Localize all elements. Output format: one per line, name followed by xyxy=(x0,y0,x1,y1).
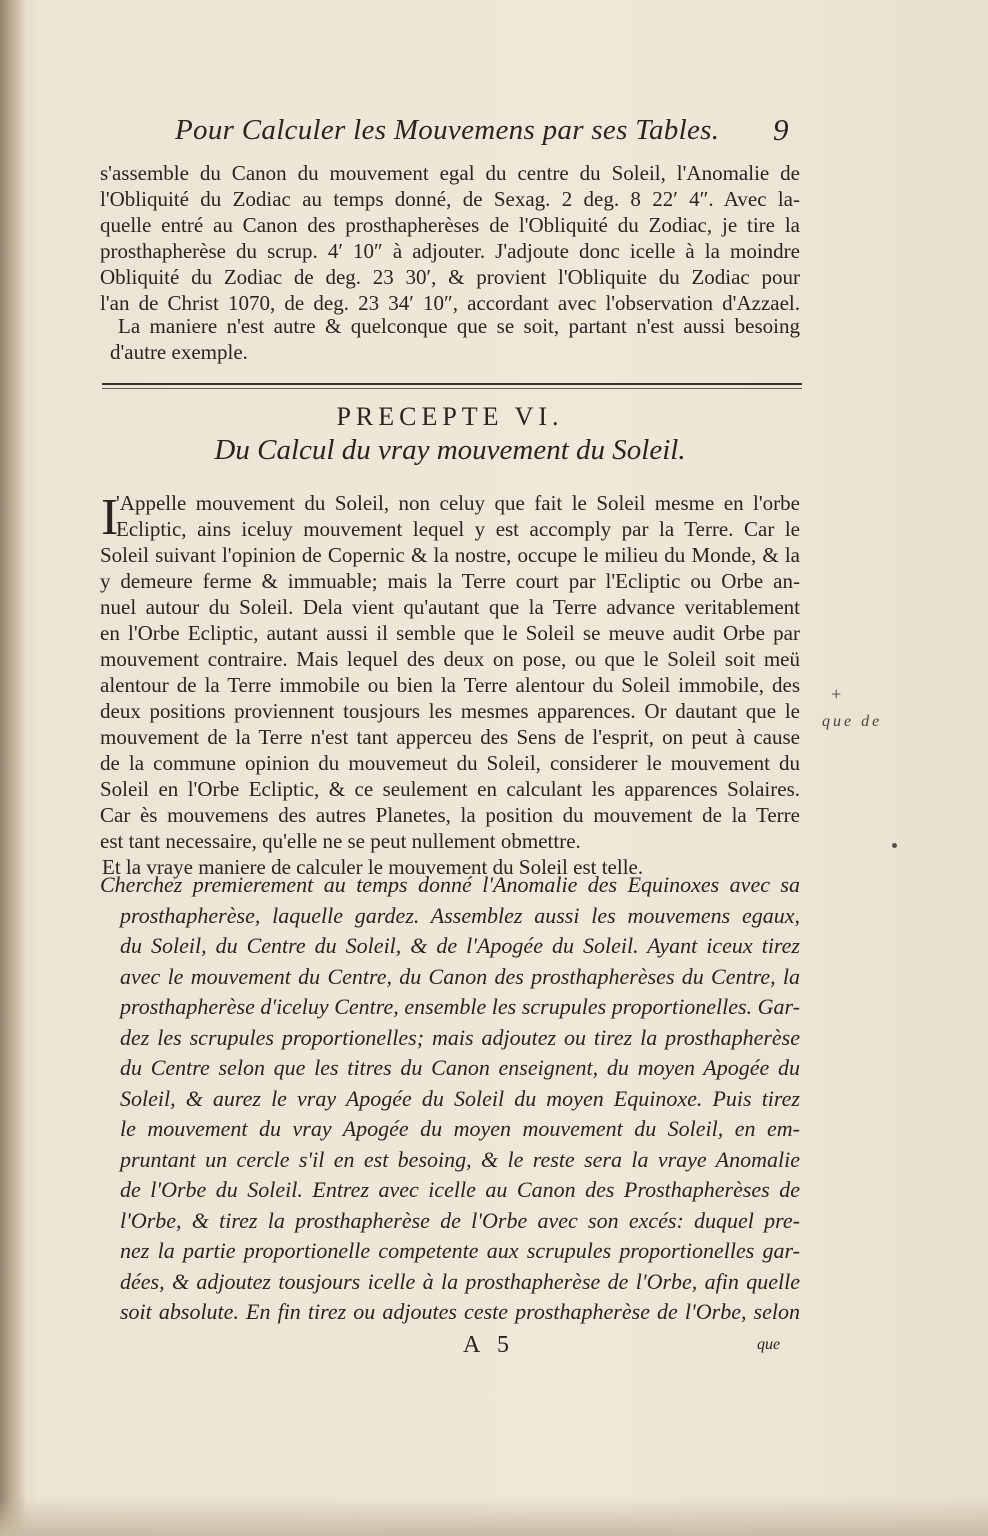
text-line: Soleil en l'Orbe Ecliptic, & ce seulement en calculant les apparences Solaires. xyxy=(100,777,800,801)
text-line: l'an de Christ 1070, de deg. 23 34′ 10″, accordant avec l'observation d'Azzael. xyxy=(100,291,800,315)
text-line: nuel autour du Soleil. Dela vient qu'autant que la Terre advance veritablement xyxy=(100,595,800,619)
text-line: quelle entré au Canon des prosthapherèses de l'Obliquité du Zodiac, je tire la xyxy=(100,213,800,237)
italic-line: le mouvement du vray Apogée du moyen mouvement du Soleil, en em- xyxy=(120,1116,800,1141)
precept-subtitle: Du Calcul du vray mouvement du Soleil. xyxy=(214,434,686,466)
precept-title: PRECEPTE VI. xyxy=(336,402,564,431)
text-line: mouvement contraire. Mais lequel des deux on pose, ou que le Soleil soit meü xyxy=(100,647,800,671)
italic-line: l'Orbe, & tirez la prosthapherèse de l'Orbe avec son excés: duquel pre- xyxy=(120,1207,800,1233)
italic-line: dez les scrupules proportionelles; mais adjoutez ou tirez la prosthapherèse xyxy=(120,1024,800,1050)
italic-line: dées, & adjoutez tousjours icelle à la prosthapherèse de l'Orbe, afin quelle xyxy=(120,1268,800,1294)
text-line: Ecliptic, ains iceluy mouvement lequel y est accomply par la Terre. Car le xyxy=(116,517,800,541)
italic-line: nez la partie proportionelle competente aux scrupules proportionelles gar- xyxy=(120,1238,800,1263)
italic-line: de l'Orbe du Soleil. Entrez avec icelle au Canon des Prosthapherèses de xyxy=(120,1177,800,1202)
text-line: est tant necessaire, qu'elle ne se peut nullement obmettre. xyxy=(100,829,581,853)
text-line: y demeure ferme & immuable; mais la Terre court par l'Ecliptic ou Orbe an- xyxy=(100,569,800,593)
margin-note-plus: + xyxy=(830,684,843,704)
text-line: en l'Orbe Ecliptic, autant aussi il semble que le Soleil se meuve audit Orbe par xyxy=(100,621,800,645)
italic-line: soit absolute. En fin tirez ou adjoutes ceste prosthapherèse de l'Orbe, selon xyxy=(120,1299,800,1324)
top-paragraph xyxy=(100,160,800,316)
italic-line: pruntant un cercle s'il en est besoing, & le reste sera la vraye Anomalie xyxy=(120,1146,800,1172)
italic-rule-paragraph xyxy=(100,870,800,1328)
italic-line: avec le mouvement du Centre, du Canon des prosthapherèses du Centre, la xyxy=(120,963,800,989)
divider-rule xyxy=(102,383,802,385)
text-line: deux positions proviennent tousjours les mesmes apparences. Or dautant que le xyxy=(100,699,800,723)
text-line: d'autre exemple. xyxy=(110,340,248,364)
page-number: 9 xyxy=(773,112,789,147)
drop-capital: I xyxy=(101,489,119,546)
italic-line: prosthapherèse d'iceluy Centre, ensemble les scrupules proportionelles. Gar- xyxy=(120,994,800,1019)
text-line: prosthapherèse du scrup. 4′ 10″ à adjouter. J'adjoute donc icelle à la moindre xyxy=(100,239,800,263)
catchword: que xyxy=(757,1336,781,1353)
signature-mark: A 5 xyxy=(463,1332,516,1358)
page-gutter xyxy=(0,0,26,1536)
running-head: Pour Calculer les Mouvemens par ses Tables. xyxy=(175,114,720,146)
italic-line: Cherchez premierement au temps donné l'Anomalie des Equinoxes avec sa xyxy=(100,872,800,897)
text-line: s'assemble du Canon du mouvement egal du centre du Soleil, l'Anomalie de xyxy=(100,161,800,185)
body-paragraph xyxy=(100,490,800,880)
text-line: de la commune opinion du mouvemeut du Soleil, considerer le mouvement du xyxy=(100,751,800,775)
text-line: l'Obliquité du Zodiac au temps donné, de Sexag. 2 deg. 8 22′ 4″. Avec la- xyxy=(100,187,800,211)
text-line: Obliquité du Zodiac de deg. 23 30′, & provient l'Obliquite du Zodiac pour xyxy=(100,265,800,289)
margin-note-que-de: que de xyxy=(822,713,883,730)
text-line: 'Appelle mouvement du Soleil, non celuy que fait le Soleil mesme en l'orbe xyxy=(116,491,800,515)
second-paragraph xyxy=(110,313,800,365)
italic-line: du Centre selon que les titres du Canon enseignent, du moyen Apogée du xyxy=(120,1055,800,1080)
closing-line: Et la vraye maniere de calculer le mouvement du Soleil est telle. xyxy=(102,855,644,879)
text-line: Soleil suivant l'opinion de Copernic & la nostre, occupe le milieu du Monde, & la xyxy=(100,543,800,567)
italic-line: prosthapherèse, laquelle gardez. Assemblez aussi les mouvemens egaux, xyxy=(120,902,800,928)
text-line: Car ès mouvemens des autres Planetes, la position du mouvement de la Terre xyxy=(100,803,800,827)
page-bottom-edge xyxy=(0,1496,988,1536)
text-line: mouvement de la Terre n'est tant apperceu des Sens de l'esprit, on peut à cause xyxy=(100,725,800,749)
ink-spot xyxy=(892,843,897,848)
italic-line: Soleil, & aurez le vray Apogée du Soleil du moyen Equinoxe. Puis tirez xyxy=(120,1085,800,1111)
text-line: La maniere n'est autre & quelconque que se soit, partant n'est aussi besoing xyxy=(118,314,800,338)
text-line: alentour de la Terre immobile ou bien la Terre alentour du Soleil immobile, des xyxy=(100,673,800,697)
divider-rule-thin xyxy=(102,388,802,389)
italic-line: du Soleil, du Centre du Soleil, & de l'Apogée du Soleil. Ayant iceux tirez xyxy=(120,933,800,958)
